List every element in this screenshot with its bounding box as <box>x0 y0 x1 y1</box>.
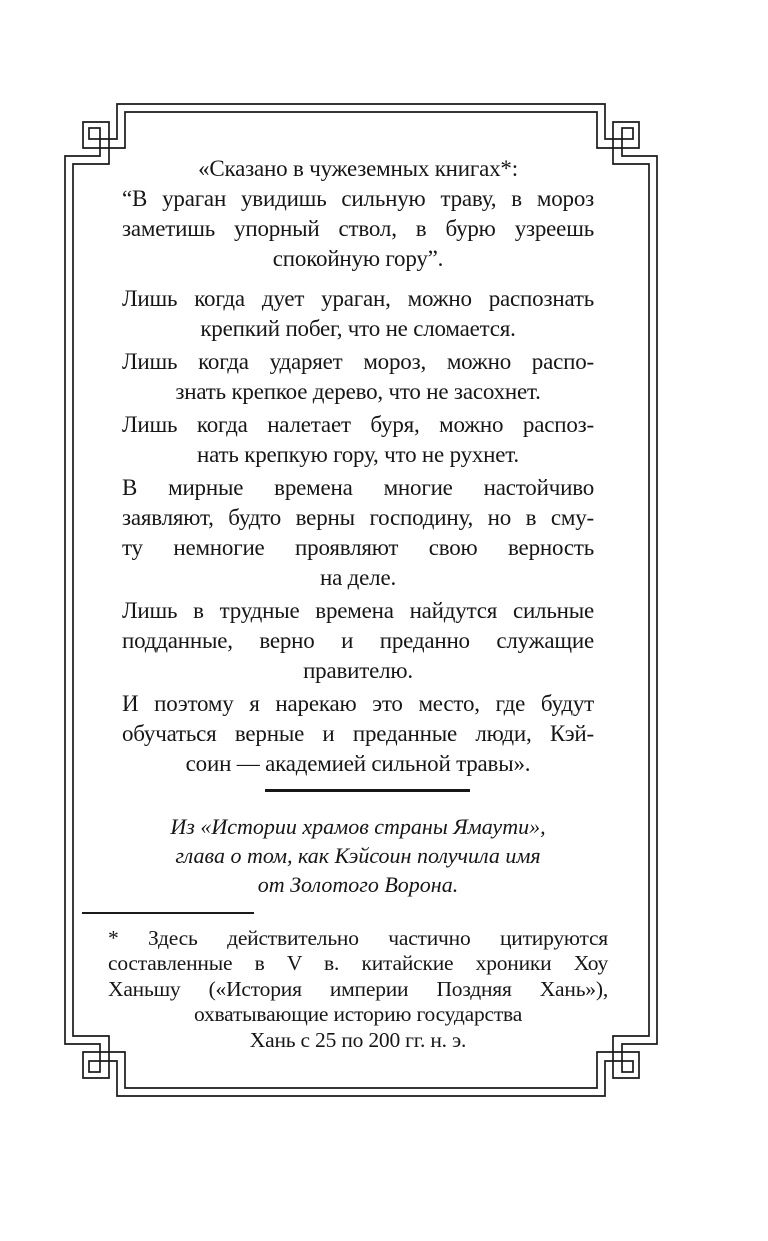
footnote-line: * Здесь действительно частично цитируются <box>108 925 608 950</box>
quote-line: на деле. <box>319 565 396 590</box>
corner-square-top-right <box>622 128 633 139</box>
corner-square-bottom-left <box>89 1061 100 1072</box>
quote-line: соин — академией сильной травы». <box>185 751 531 776</box>
quote-line: обучаться верные и преданные люди, Кэй- <box>122 721 594 746</box>
quote-opening-paragraph <box>122 154 594 274</box>
quote-line: подданные, верно и преданно служащие <box>122 628 594 653</box>
attribution-line: глава о том, как Кэйсоин получила имя <box>175 843 541 868</box>
footnote-line: составленные в V в. китайские хроники Хоу <box>108 951 608 975</box>
quote-paragraph <box>122 410 594 470</box>
quote-line: знать крепкое дерево, что не засохнет. <box>175 379 541 404</box>
quote-line: ту немногие проявляют свою верность <box>122 535 594 560</box>
footnote-line: Ханьшу («История империи Поздняя Хань»), <box>108 976 608 1001</box>
footnote <box>108 926 608 1054</box>
quote-line: И поэтому я нарекаю это место, где будут <box>122 691 594 716</box>
quote-paragraph <box>122 473 594 593</box>
footnote-rule <box>82 912 254 914</box>
quote-heading-line: «Сказано в чужеземных книгах*: <box>198 156 518 181</box>
quote-line: заявляют, будто верны господину, но в сму- <box>122 505 594 530</box>
quote-line: Лишь когда ударяет мороз, можно распо- <box>122 349 594 374</box>
quote-line: Лишь когда налетает буря, можно распоз- <box>122 412 594 437</box>
attribution-line: от Золотого Ворона. <box>257 872 459 897</box>
quote-line: спокойную гору”. <box>272 246 444 271</box>
quote-line: нать крепкую гору, что не рухнет. <box>197 442 519 467</box>
epigraph-content <box>108 154 608 1053</box>
quote-line: правителю. <box>303 658 413 683</box>
corner-square-top-left <box>89 128 100 139</box>
quote-paragraph <box>122 689 594 779</box>
quote-paragraph <box>122 596 594 686</box>
attribution <box>122 812 594 899</box>
footnote-line: охватывающие историю государства <box>193 1002 523 1026</box>
quote-paragraph <box>122 347 594 407</box>
quote-line: В мирные времена многие настойчиво <box>122 475 594 500</box>
corner-square-bottom-right <box>622 1061 633 1072</box>
quote-line: “В ураган увидишь сильную траву, в мороз <box>122 186 594 211</box>
attribution-line: Из «Истории храмов страны Ямаути», <box>170 814 546 839</box>
quote-line: Лишь в трудные времена найдутся сильные <box>122 598 594 623</box>
quote-line: заметишь упорный ствол, в бурю узреешь <box>122 216 594 241</box>
section-divider <box>265 789 470 792</box>
quote-line: крепкий побег, что не сломается. <box>200 316 516 341</box>
footnote-line: Хань с 25 по 200 гг. н. э. <box>249 1027 467 1052</box>
quote-paragraph <box>122 284 594 344</box>
quote-line: Лишь когда дует ураган, можно распознать <box>122 286 594 311</box>
